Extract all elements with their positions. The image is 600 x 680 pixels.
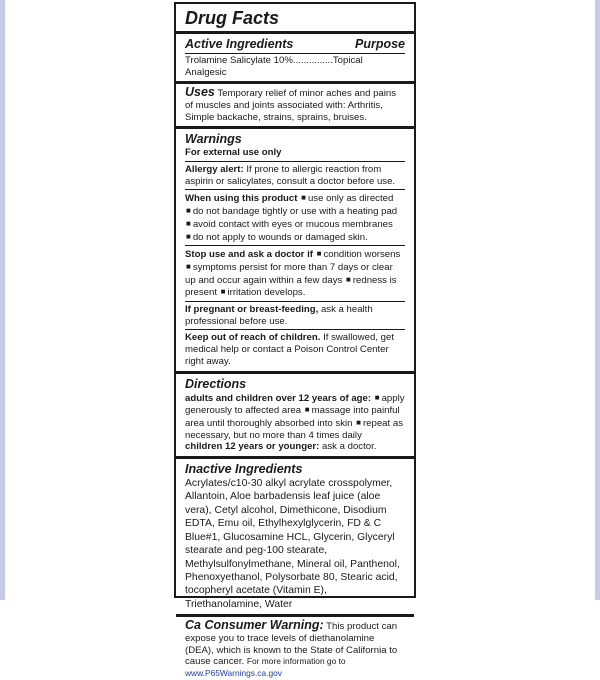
when-using-item: avoid contact with eyes or mucous membranes — [192, 218, 393, 230]
stop-use-item: condition worsens — [323, 249, 401, 261]
inactive-text: Acrylates/c10-30 alkyl acrylate crosspolymer, Allantoin, Aloe barbadensis leaf juice (aloe vera), Cetyl alcohol, Dimethicone, Disodium EDTA, Emu oil, Ethylhexylglycerin, FD & C Blue#1, Glucosamine HCL, Glycerin, Glyceryl stearate and peg-100 stearate, Methylsulfonylmethane, Mineral oil, Panthenol, Phenoxyethanol, Polysorbate 80, Stearic acid, tocopheryl acetate (Vitamin E), Triethanolamine, Water — [185, 478, 400, 610]
active-ingredient: Trolamine Salicylate 10% — [185, 55, 293, 66]
pregnancy-warning — [185, 304, 405, 327]
bullet-icon: ■ — [316, 249, 322, 259]
active-header-row — [185, 37, 405, 52]
panel-title: Drug Facts — [185, 8, 280, 28]
active-ingredient-row — [185, 55, 405, 78]
divider — [185, 301, 405, 302]
right-edge-stripe — [595, 0, 600, 600]
divider — [176, 31, 414, 34]
when-using-item: do not apply to wounds or damaged skin. — [192, 231, 368, 243]
bullet-icon: ■ — [304, 405, 310, 415]
divider — [176, 456, 414, 459]
p65-link[interactable]: www.P65Warnings.ca.gov — [185, 667, 282, 678]
adults-label: adults and children over 12 years of age: — [185, 392, 372, 404]
purpose-heading: Purpose — [354, 37, 405, 51]
active-heading: Active Ingredients — [185, 37, 294, 51]
divider — [176, 614, 414, 617]
ca-text: This product can expose you to trace levels of diethanolamine (DEA), which is known to the State of California to cause cancer. — [185, 621, 398, 668]
bullet-icon: ■ — [374, 392, 380, 402]
stop-use — [185, 248, 405, 299]
children-warning — [185, 332, 405, 367]
directions-kids — [185, 441, 405, 453]
bullet-icon: ■ — [186, 218, 191, 228]
divider — [185, 161, 405, 162]
kids-text: ask a doctor. — [322, 441, 377, 453]
external-use-label: For external use only — [185, 147, 282, 159]
bullet-icon: ■ — [186, 231, 191, 241]
directions-item: massage into painful area until thoroughly absorbed into skin — [185, 405, 400, 429]
bullet-icon: ■ — [346, 274, 351, 284]
warnings-section — [185, 132, 405, 367]
divider — [176, 81, 414, 84]
divider — [176, 126, 414, 129]
leader-dots: ............... — [292, 55, 333, 66]
allergy-text: If prone to allergic reaction from aspirin or salicylates, consult a doctor before use. — [185, 164, 396, 187]
bullet-icon: ■ — [220, 287, 226, 297]
directions-adults — [185, 392, 405, 442]
uses-section — [185, 87, 405, 123]
divider — [185, 53, 405, 54]
divider — [185, 245, 405, 246]
ca-more-prefix: For more information go to — [246, 656, 346, 667]
when-using-label: When using this product — [185, 193, 298, 205]
left-edge-stripe — [0, 0, 5, 600]
stop-use-item: redness is present — [185, 274, 397, 299]
stop-use-item: irritation develops. — [227, 287, 306, 299]
divider — [185, 189, 405, 190]
stop-use-item: symptoms persist for more than 7 days or clear up and occur again within a few days — [185, 261, 393, 286]
allergy-label: Allergy alert: — [185, 164, 244, 175]
divider — [176, 371, 414, 374]
uses-heading: Uses — [185, 85, 215, 100]
stop-use-label: Stop use and ask a doctor if — [185, 249, 313, 261]
pregnant-label: If pregnant or breast-feeding, — [185, 304, 319, 316]
active-ingredients-section — [185, 37, 405, 78]
allergy-alert — [185, 164, 405, 187]
warnings-heading: Warnings — [185, 132, 242, 147]
when-using-item: do not bandage tightly or use with a heating pad — [192, 206, 398, 218]
active-purpose: Topical Analgesic — [185, 55, 363, 78]
ca-warning-section — [185, 620, 405, 680]
bullet-icon: ■ — [301, 193, 306, 203]
directions-heading: Directions — [185, 376, 247, 391]
bullet-icon: ■ — [186, 206, 191, 216]
inactive-heading: Inactive Ingredients — [185, 462, 303, 477]
directions-section — [185, 377, 405, 454]
directions-item: apply generously to affected area — [185, 392, 405, 417]
kids-label: children 12 years or younger: — [185, 441, 320, 453]
drug-facts-panel — [174, 2, 416, 678]
divider — [185, 329, 405, 330]
ca-heading: Ca Consumer Warning: — [185, 618, 324, 633]
bullet-icon: ■ — [186, 261, 191, 271]
children-text: If swallowed, get medical help or contact a Poison Control Center right away. — [185, 332, 395, 367]
when-using-item: use only as directed — [307, 193, 394, 205]
children-label: Keep out of reach of children. — [185, 332, 321, 344]
directions-item: repeat as necessary, but no more than 4 times daily — [185, 417, 403, 441]
uses-text: Temporary relief of minor aches and pains of muscles and joints associated with: Arthritis, Simple backache, strains, sprains, bruises. — [185, 88, 397, 123]
when-using — [185, 192, 405, 243]
bullet-icon: ■ — [356, 417, 361, 427]
pregnant-text: ask a health professional before use. — [185, 304, 373, 327]
inactive-section — [185, 462, 405, 611]
